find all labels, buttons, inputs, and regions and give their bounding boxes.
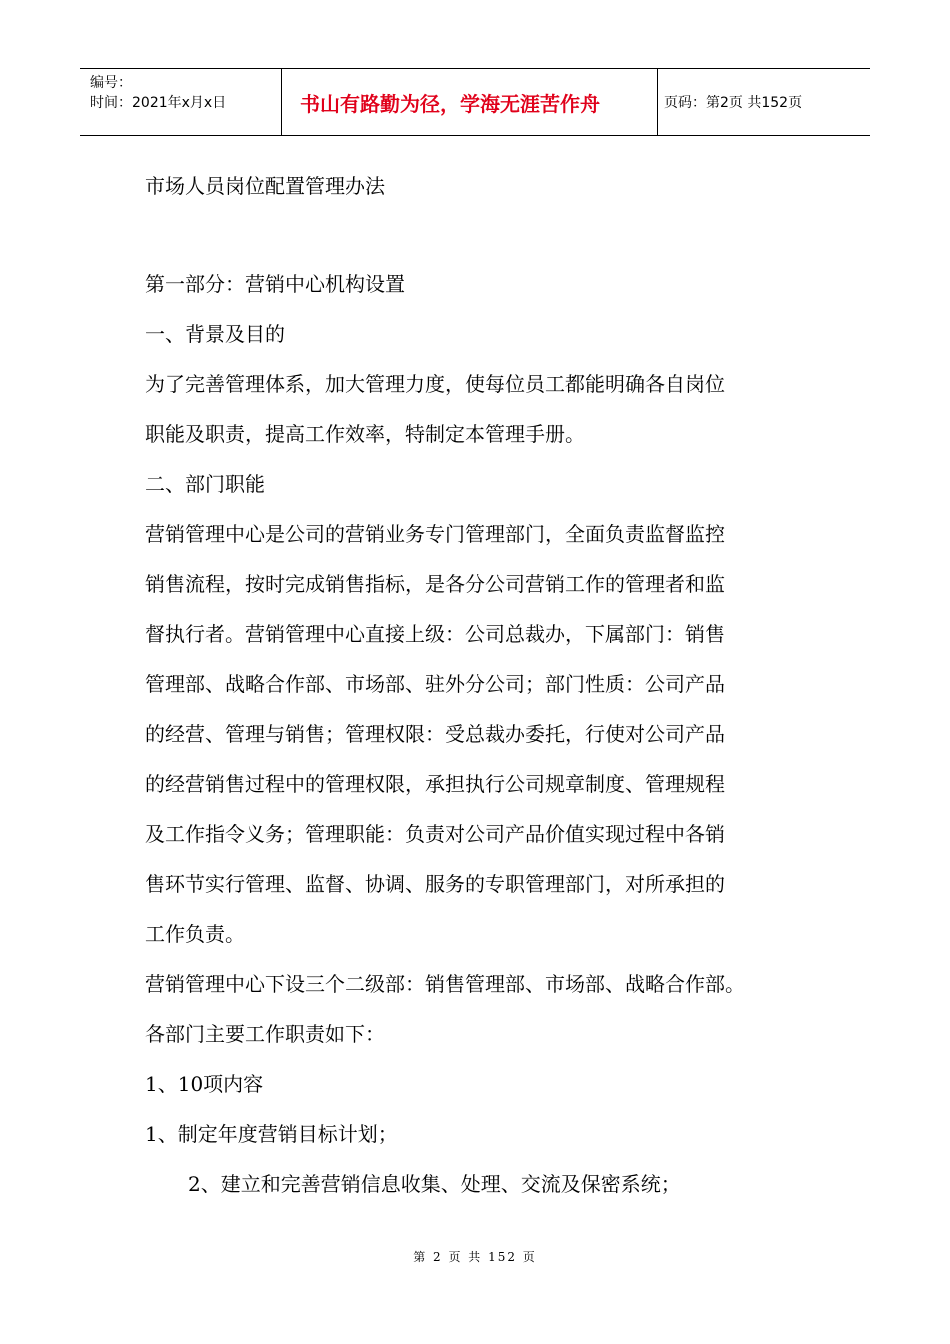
paragraph-line: 为了完善管理体系，加大管理力度，使每位员工都能明确各自岗位 <box>145 372 725 396</box>
paragraph-line: 的经营、管理与销售；管理权限：受总裁办委托，行使对公司产品 <box>145 722 725 746</box>
header-table <box>80 68 870 136</box>
paragraph-line: 及工作指令义务；管理职能：负责对公司产品价值实现过程中各销 <box>145 822 725 846</box>
header-meta <box>80 69 282 135</box>
list-item: 2、建立和完善营销信息收集、处理、交流及保密系统； <box>188 1172 681 1196</box>
list-heading: 1、10项内容 <box>145 1072 264 1096</box>
paragraph-line: 的经营销售过程中的管理权限，承担执行公司规章制度、管理规程 <box>145 772 725 796</box>
paragraph-line: 工作负责。 <box>145 922 245 946</box>
paragraph-line: 营销管理中心是公司的营销业务专门管理部门，全面负责监督监控 <box>145 522 725 546</box>
page-footer: 第 2 页 共 152 页 <box>413 1250 537 1264</box>
subsection-heading: 一、背景及目的 <box>145 322 285 346</box>
list-item: 1、制定年度营销目标计划； <box>145 1122 398 1146</box>
paragraph-line: 督执行者。营销管理中心直接上级：公司总裁办，下属部门：销售 <box>145 622 725 646</box>
paragraph-line: 销售流程，按时完成销售指标，是各分公司营销工作的管理者和监 <box>145 572 725 596</box>
paragraph-line: 营销管理中心下设三个二级部：销售管理部、市场部、战略合作部。 <box>145 972 745 996</box>
number-label: 编号： <box>90 75 132 91</box>
time-label: 时间：2021年x月x日 <box>90 95 227 111</box>
paragraph-line: 各部门主要工作职责如下： <box>145 1022 385 1046</box>
subsection-heading: 二、部门职能 <box>145 472 265 496</box>
header-motto: 书山有路勤为径，学海无涯苦作舟 <box>282 69 658 135</box>
paragraph-line: 售环节实行管理、监督、协调、服务的专职管理部门，对所承担的 <box>145 872 725 896</box>
paragraph-line: 职能及职责，提高工作效率，特制定本管理手册。 <box>145 422 585 446</box>
section-heading: 第一部分：营销中心机构设置 <box>145 272 405 296</box>
document-title: 市场人员岗位配置管理办法 <box>145 174 385 198</box>
paragraph-line: 管理部、战略合作部、市场部、驻外分公司；部门性质：公司产品 <box>145 672 725 696</box>
header-page-info: 页码：第2页 共152页 <box>664 95 803 111</box>
